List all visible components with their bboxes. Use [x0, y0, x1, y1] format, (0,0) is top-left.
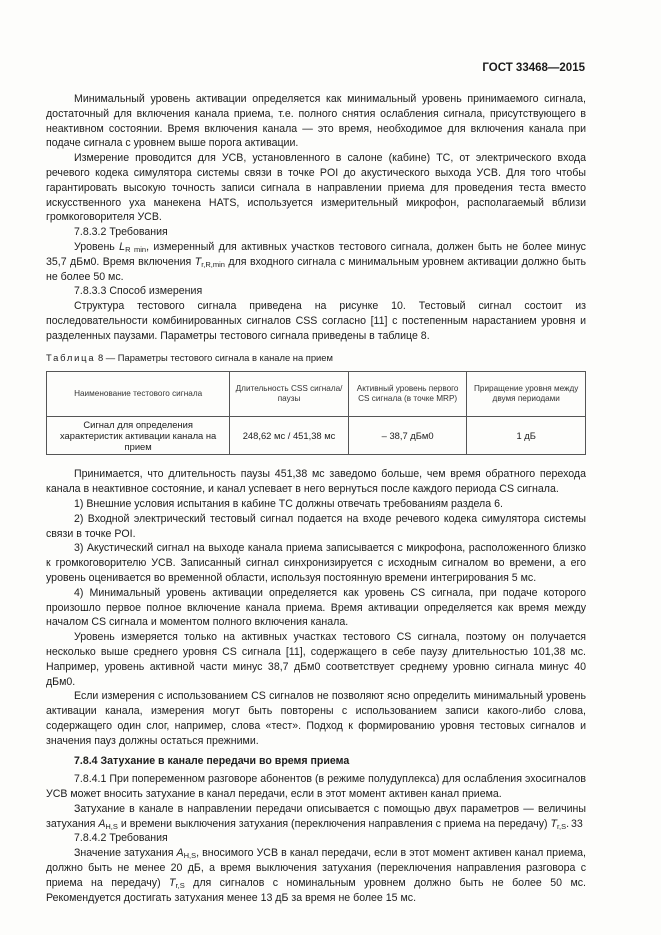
paragraph-alternative-measurement: Если измерения с использованием CS сигналов не позволяют ясно определить минимальный уровень активации канала, измерения могут быть повторены с использованием записи какого-либо слова, содержащего один слог, например, слова «тест». Подход к формированию уровня тестовых сигналов и значения пауз должны остаться прежними.: [46, 690, 586, 747]
table-cell: 1 дБ: [467, 417, 586, 455]
table-header-cell: Длительность CSS сигнала/паузы: [230, 372, 349, 417]
table-cell: 248,62 мс / 451,38 мс: [230, 417, 349, 455]
list-item: 1) Внешние условия испытания в кабине ТС должны отвечать требованиям раздела 6.: [74, 497, 503, 510]
page-number: 33: [571, 818, 583, 830]
section-heading-7832: 7.8.3.2 Требования: [74, 226, 168, 239]
table-header-cell: Активный уровень первого CS сигнала (в точке MRP): [348, 372, 467, 417]
paragraph-test-signal-structure: Структура тестового сигнала приведена на рисунке 10. Тестовый сигнал состоит из последовательности комбинированных сигналов CSS согласно [11] с постепенным нарастанием уровня и разделенных паузами. Параметры тестового сигнала приведены в таблице 8.: [46, 300, 586, 342]
table-header-cell: Приращение уровня между двумя периодами: [467, 372, 586, 417]
paragraph-measurement-setup: Измерение проводится для УСВ, установленного в салоне (кабине) ТС, от электрического входа речевого кодека симулятора системы связи в точке POI до акустического выхода УСВ. Для того чтобы гарантировать высокую точность записи сигнала в направлении приема для проведения теста вместо искусственного уха манекена HATS, используется измерительный микрофон, располагаемый вблизи громкоговорителя УСВ.: [46, 152, 586, 224]
paragraph-level-measurement: Уровень измеряется только на активных участках тестового CS сигнала, поэтому он получается несколько выше среднего уровня CS сигнала [11], содержащего в себе паузу длительностью 101,38 мс. Например, уровень активной части минус 38,7 дБм0 соответствует среднему уровню сигнала минус 40 дБм0.: [46, 631, 586, 688]
paragraph-requirements: Уровень $L_{R min}$, измеренный для активных участков тестового сигнала, должен быть не более минус 35,7 дБм0. Время включения $T_{r,R,min}$ для входного сигнала с минимальным уровнем активации должно быть не более 50 мс.: [46, 240, 586, 283]
document-header: ГОСТ 33468—2015: [482, 62, 585, 74]
table-header-cell: Наименование тестового сигнала: [47, 372, 230, 417]
section-heading-7833: 7.8.3.3 Способ измерения: [74, 285, 203, 298]
section-heading-7842: 7.8.4.2 Требования: [74, 832, 168, 845]
paragraph-activation-definition: Минимальный уровень активации определяется как минимальный уровень принимаемого сигнала, достаточный для включения канала приема, т.е. полного снятия ослабления сигнала, присутствующего в неактивном состоянии. Время включения канала — это время, необходимое для включения канала при подаче сигнала с уровнем выше порога активации.: [46, 93, 586, 150]
page-body: [46, 92, 586, 905]
paragraph-7841: 7.8.4.1 При попеременном разговоре абонентов (в режиме полудуплекса) для ослабления эхосигналов УСВ может вносить затухание в канал передачи, если в этот момент активен канал приема.: [46, 773, 586, 801]
table-cell: Сигнал для определения характеристик активации канала на прием: [47, 417, 230, 455]
list-item: 3) Акустический сигнал на выходе канала приема записывается с микрофона, расположенного близко к громкоговорителю УСВ. Записанный сигнал синхронизируется с исходным сигналом во времени, а его уровень оценивается во временной области, используя постоянную времени интегрирования 5 мс.: [46, 542, 586, 584]
table-header-row: [47, 372, 586, 417]
table-row: [47, 417, 586, 455]
section-heading-784: 7.8.4 Затухание в канале передачи во время приема: [74, 755, 350, 768]
table-caption: Таблица 8 — Параметры тестового сигнала в канале на прием: [46, 351, 333, 363]
paragraph-attenuation-parameters: Затухание в канале в направлении передачи описывается с помощью двух параметров — величины затухания $A_{H,S}$ и времени выключения затухания (переключения направления с приема на передачу) $T_{r,S}$.: [46, 802, 586, 831]
list-item: 2) Входной электрический тестовый сигнал подается на входе речевого кодека симулятора системы связи в точке POI.: [46, 512, 586, 540]
paragraph-attenuation-requirements: Значение затухания $A_{H,S}$, вносимого УСВ в канал передачи, если в этот момент активен канал приема, должно быть не менее 20 дБ, а время выключения затухания (переключения направления разговора с приема на передачу) $T_{r,S}$ для сигналов с номинальным уровнем должно быть не более 50 мс. Рекомендуется достигать затухания менее 13 дБ за время не более 15 мс.: [46, 847, 586, 904]
paragraph-pause-duration: Принимается, что длительность паузы 451,38 мс заведомо больше, чем время обратного перехода канала в неактивное состояние, и канал успевает в него вернуться после каждого периода CS сигнала.: [46, 468, 586, 496]
table-8: [46, 371, 586, 455]
list-item: 4) Минимальный уровень активации определяется как уровень CS сигнала, при подаче которого произошло первое полное включение канала приема. Время активации определяется как время между началом CS сигнала и моментом полного включения канала.: [46, 586, 586, 629]
table-cell: – 38,7 дБм0: [348, 417, 467, 455]
